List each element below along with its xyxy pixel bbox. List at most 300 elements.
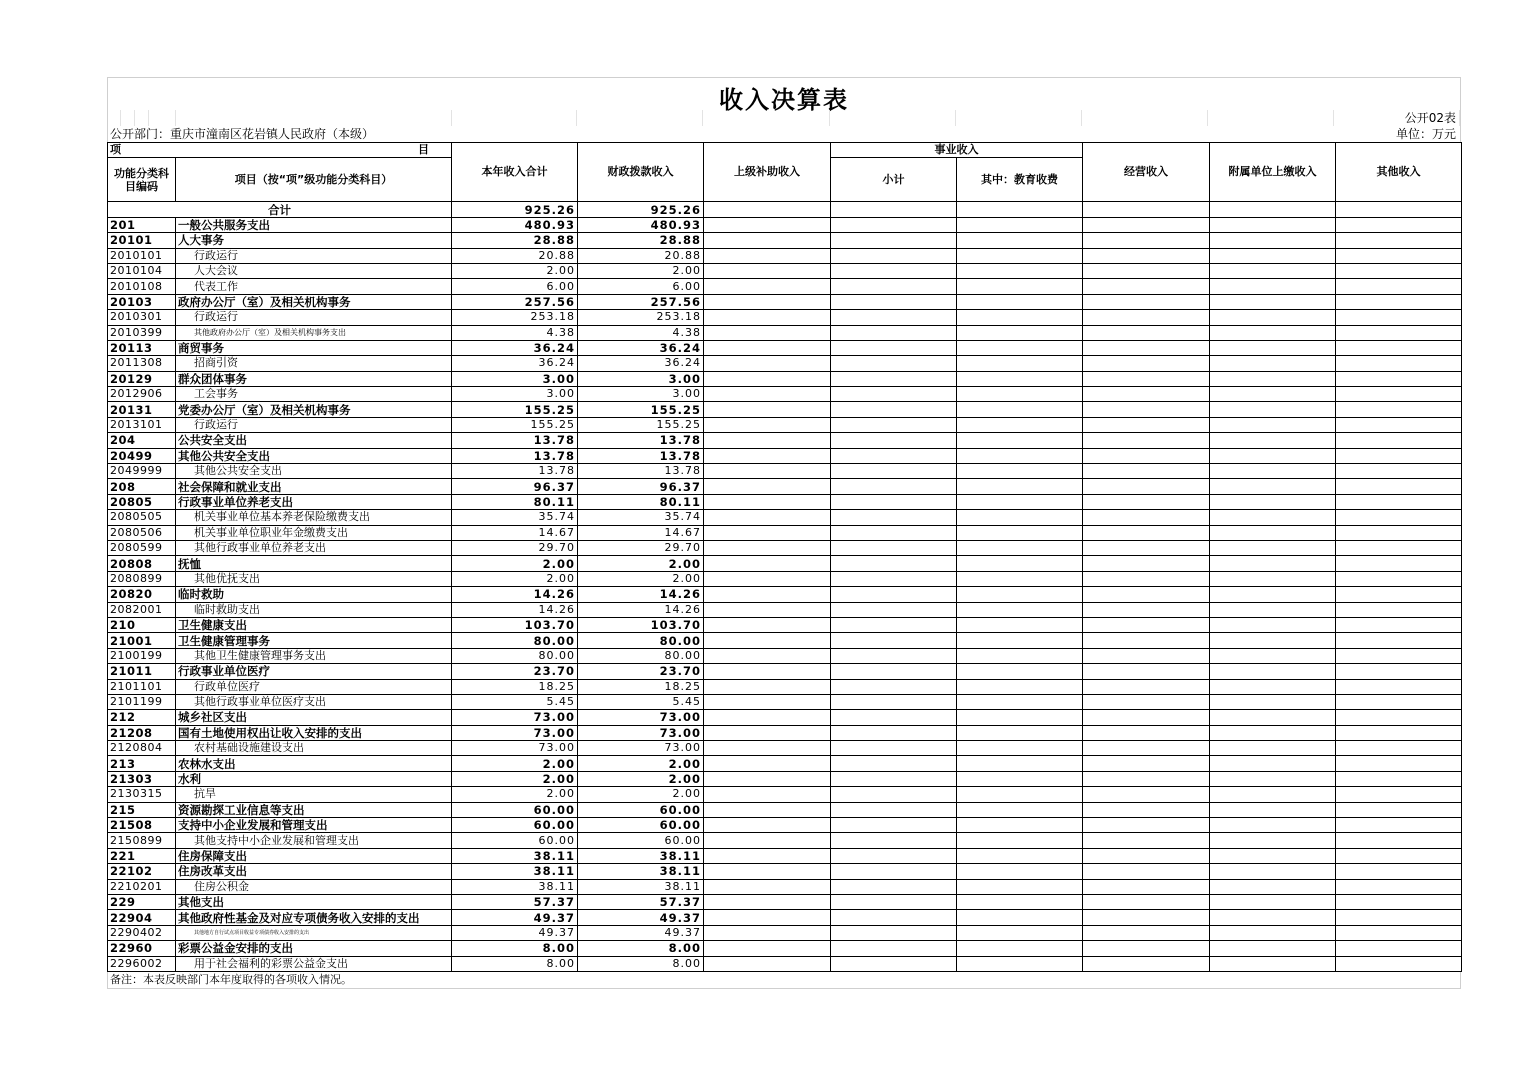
empty-cell [1336,941,1462,956]
empty-cell [1083,864,1210,879]
empty-cell [957,925,1083,940]
code-cell: 2120804 [108,741,176,756]
empty-cell [704,864,831,879]
item-name-cell: 其他政府办公厅（室）及相关机构事务支出 [176,325,452,340]
table-row [108,941,1462,956]
empty-cell [831,387,957,402]
code-cell: 210 [108,617,176,632]
empty-cell [1083,833,1210,848]
empty-cell [957,248,1083,263]
total-income-cell: 20.88 [452,248,578,263]
empty-cell [704,741,831,756]
other-income-header: 其他收入 [1336,143,1462,202]
fiscal-income-cell: 36.24 [578,340,704,355]
empty-cell [957,648,1083,663]
empty-cell [831,402,957,417]
empty-cell [1083,741,1210,756]
empty-cell [1210,464,1336,479]
empty-cell [1083,956,1210,971]
empty-cell [1210,741,1336,756]
empty-cell [957,679,1083,694]
code-cell: 21303 [108,771,176,786]
empty-cell [831,587,957,602]
total-income-cell: 60.00 [452,833,578,848]
code-cell: 204 [108,433,176,448]
empty-cell [1336,787,1462,802]
total-income-cell: 103.70 [452,617,578,632]
empty-cell [831,956,957,971]
code-cell: 21011 [108,664,176,679]
fiscal-income-cell: 49.37 [578,910,704,925]
fiscal-income-cell: 18.25 [578,679,704,694]
code-cell: 2010101 [108,248,176,263]
empty-cell [831,879,957,894]
total-income-cell: 8.00 [452,956,578,971]
empty-cell [1336,587,1462,602]
empty-cell [1210,941,1336,956]
total-income-cell: 38.11 [452,864,578,879]
empty-cell [704,756,831,771]
total-income-cell: 155.25 [452,417,578,432]
empty-cell [831,279,957,294]
empty-cell [957,448,1083,463]
code-cell: 2290402 [108,925,176,940]
empty-cell [704,510,831,525]
empty-cell [1210,448,1336,463]
empty-cell [831,233,957,248]
fiscal-header: 财政拨款收入 [578,143,704,202]
empty-cell [704,494,831,509]
empty-cell [1210,833,1336,848]
total-income-cell: 155.25 [452,402,578,417]
empty-cell [831,464,957,479]
table-row [108,725,1462,740]
fiscal-income-cell: 2.00 [578,571,704,586]
empty-cell [1336,710,1462,725]
total-row [108,202,1462,217]
empty-cell [1210,325,1336,340]
empty-cell [1083,310,1210,325]
code-cell: 2101101 [108,679,176,694]
empty-cell [957,556,1083,571]
empty-cell [831,864,957,879]
empty-cell [831,648,957,663]
total-income-cell: 13.78 [452,433,578,448]
table-row [108,925,1462,940]
header-row-1 [108,143,1462,158]
empty-cell [704,387,831,402]
operating-income-header: 经营收入 [1083,143,1210,202]
item-name-cell: 住房公积金 [176,879,452,894]
fiscal-income-cell: 257.56 [578,294,704,309]
item-name-cell: 行政运行 [176,417,452,432]
empty-cell [1336,725,1462,740]
empty-cell [957,771,1083,786]
empty-cell [1083,941,1210,956]
empty-cell [704,648,831,663]
table-row [108,217,1462,232]
code-cell: 2296002 [108,956,176,971]
empty-cell [1336,294,1462,309]
code-cell: 2080899 [108,571,176,586]
fiscal-income-cell: 60.00 [578,802,704,817]
item-name-cell: 群众团体事务 [176,371,452,386]
empty-cell [1336,571,1462,586]
empty-cell [957,525,1083,540]
empty-cell [1210,356,1336,371]
empty-cell [704,540,831,555]
table-row [108,879,1462,894]
table-row [108,571,1462,586]
empty-cell [831,602,957,617]
code-cell: 2080505 [108,510,176,525]
item-name-cell: 其他地方自行试点项目收益专项债券收入安排的支出 [176,925,452,940]
empty-cell [1083,664,1210,679]
fiscal-income-cell: 480.93 [578,217,704,232]
table-row [108,556,1462,571]
total-income-cell: 60.00 [452,818,578,833]
empty-cell [1336,771,1462,786]
item-name-cell: 农村基础设施建设支出 [176,741,452,756]
fiscal-income-cell: 253.18 [578,310,704,325]
empty-cell [831,771,957,786]
empty-cell [957,664,1083,679]
total-income-cell: 8.00 [452,941,578,956]
fiscal-income-cell: 155.25 [578,402,704,417]
empty-cell [704,294,831,309]
empty-cell [831,479,957,494]
empty-cell [1210,571,1336,586]
empty-cell [1083,556,1210,571]
empty-cell [957,494,1083,509]
total-income-cell: 257.56 [452,294,578,309]
item-name-cell: 行政事业单位养老支出 [176,494,452,509]
table-row [108,433,1462,448]
fiscal-income-cell: 60.00 [578,833,704,848]
empty-cell [1210,848,1336,863]
empty-cell [1210,894,1336,909]
empty-cell [704,433,831,448]
empty-cell [1083,818,1210,833]
empty-cell [957,540,1083,555]
table-row [108,387,1462,402]
empty-cell [957,818,1083,833]
empty-cell [1336,818,1462,833]
table-row [108,525,1462,540]
empty-cell [1210,417,1336,432]
code-cell: 2082001 [108,602,176,617]
total-income-cell: 60.00 [452,802,578,817]
empty-cell [831,694,957,709]
empty-cell [1336,448,1462,463]
empty-cell [1336,864,1462,879]
total-income-cell: 36.24 [452,356,578,371]
empty-cell [1210,494,1336,509]
empty-cell [1336,417,1462,432]
total-income-cell: 49.37 [452,910,578,925]
empty-cell [831,263,957,278]
unit-label: 单位：万元 [1395,127,1456,141]
empty-cell [1210,710,1336,725]
total-income-cell: 14.67 [452,525,578,540]
empty-cell [1083,894,1210,909]
empty-cell [1336,233,1462,248]
empty-cell [704,818,831,833]
empty-cell [1336,248,1462,263]
empty-cell [1336,371,1462,386]
item-name-cell: 机关事业单位职业年金缴费支出 [176,525,452,540]
fiscal-income-cell: 2.00 [578,771,704,786]
table-row [108,741,1462,756]
income-table [107,142,1462,972]
empty-cell [704,910,831,925]
empty-cell [1083,910,1210,925]
empty-cell [1083,925,1210,940]
code-cell: 2150899 [108,833,176,848]
fiscal-income-cell: 23.70 [578,664,704,679]
total-label: 合计 [108,202,452,217]
empty-cell [1210,864,1336,879]
empty-cell [1336,664,1462,679]
empty-cell [957,910,1083,925]
empty-cell [957,325,1083,340]
total-income-cell: 6.00 [452,279,578,294]
table-row [108,479,1462,494]
empty-cell [1083,540,1210,555]
fiscal-income-cell: 8.00 [578,956,704,971]
code-header: 功能分类科目编码 [108,158,176,202]
empty-cell [1336,648,1462,663]
empty-cell [831,217,957,232]
empty-cell [1336,894,1462,909]
fiscal-income-cell: 29.70 [578,540,704,555]
empty-cell [957,433,1083,448]
empty-cell [1083,710,1210,725]
table-row [108,694,1462,709]
code-cell: 22102 [108,864,176,879]
empty-cell [1336,402,1462,417]
empty-cell [704,356,831,371]
empty-cell [831,540,957,555]
empty-cell [831,325,957,340]
empty-cell [704,263,831,278]
fiscal-income-cell: 49.37 [578,925,704,940]
empty-cell [831,833,957,848]
item-name-cell: 公共安全支出 [176,433,452,448]
table-row [108,540,1462,555]
empty-cell [704,894,831,909]
empty-cell [1083,248,1210,263]
total-income-cell: 57.37 [452,894,578,909]
code-cell: 20805 [108,494,176,509]
empty-cell [1210,525,1336,540]
table-row [108,633,1462,648]
empty-cell [1210,310,1336,325]
title-row [107,77,1461,114]
empty-cell [957,294,1083,309]
empty-cell [704,464,831,479]
empty-cell [1210,802,1336,817]
table-row [108,263,1462,278]
item-name-cell: 人大会议 [176,263,452,278]
empty-cell [1083,494,1210,509]
empty-cell [1210,910,1336,925]
total-income-cell: 28.88 [452,233,578,248]
table-row [108,417,1462,432]
fiscal-income-cell: 80.00 [578,633,704,648]
empty-cell [1336,602,1462,617]
empty-cell [1336,925,1462,940]
empty-cell [957,756,1083,771]
empty-cell [831,910,957,925]
table-row [108,756,1462,771]
code-cell: 2210201 [108,879,176,894]
empty-cell [1083,356,1210,371]
empty-cell [1083,602,1210,617]
empty-cell [1336,540,1462,555]
empty-cell [957,879,1083,894]
item-name-cell: 国有土地使用权出让收入安排的支出 [176,725,452,740]
total-income-cell: 253.18 [452,310,578,325]
empty-cell [1210,679,1336,694]
empty-cell [1210,556,1336,571]
empty-cell [1083,510,1210,525]
empty-cell [1210,617,1336,632]
empty-cell [1083,217,1210,232]
empty-cell [704,248,831,263]
table-row [108,818,1462,833]
empty-cell [704,417,831,432]
empty-cell [1210,879,1336,894]
empty-cell [957,741,1083,756]
item-name-cell: 临时救助支出 [176,602,452,617]
fiscal-income-cell: 3.00 [578,387,704,402]
empty-cell [704,340,831,355]
empty-cell [1083,233,1210,248]
empty-cell [1083,725,1210,740]
item-name-cell: 行政运行 [176,248,452,263]
code-cell: 22960 [108,941,176,956]
document-title: 收入决算表 [719,86,849,114]
total-income-cell: 5.45 [452,694,578,709]
empty-cell [1336,525,1462,540]
total-income-cell: 13.78 [452,464,578,479]
table-row [108,248,1462,263]
empty-cell [704,602,831,617]
empty-cell [831,417,957,432]
empty-cell [957,633,1083,648]
item-name-cell: 机关事业单位基本养老保险缴费支出 [176,510,452,525]
fiscal-income-cell: 57.37 [578,894,704,909]
empty-cell [1336,694,1462,709]
empty-cell [831,756,957,771]
empty-cell [957,417,1083,432]
item-name-cell: 工会事务 [176,387,452,402]
item-name-cell: 农林水支出 [176,756,452,771]
empty-cell [1336,494,1462,509]
empty-cell [1083,340,1210,355]
empty-cell [1336,956,1462,971]
empty-cell [957,617,1083,632]
empty-cell [1210,818,1336,833]
table-row [108,864,1462,879]
table-row [108,464,1462,479]
empty-cell [1336,848,1462,863]
total-income-cell: 96.37 [452,479,578,494]
total-income-cell: 480.93 [452,217,578,232]
empty-cell [1336,633,1462,648]
empty-cell [831,371,957,386]
empty-cell [1083,294,1210,309]
table-row [108,848,1462,863]
fiscal-income-cell: 73.00 [578,710,704,725]
empty-cell [831,494,957,509]
code-cell: 2049999 [108,464,176,479]
empty-cell [1210,294,1336,309]
empty-cell [957,263,1083,278]
empty-cell [831,248,957,263]
empty-cell [704,725,831,740]
empty-cell [1336,833,1462,848]
fiscal-income-cell: 4.38 [578,325,704,340]
empty-cell [1210,648,1336,663]
empty-cell [704,956,831,971]
code-cell: 20113 [108,340,176,355]
total-income-cell: 73.00 [452,725,578,740]
total-income-cell: 73.00 [452,741,578,756]
total-income-cell: 13.78 [452,448,578,463]
item-name-cell: 彩票公益金安排的支出 [176,941,452,956]
empty-cell [1336,263,1462,278]
fiscal-income-cell: 155.25 [578,417,704,432]
empty-cell [704,833,831,848]
empty-cell [1210,540,1336,555]
empty-cell [1210,756,1336,771]
empty-cell [957,371,1083,386]
empty-cell [704,879,831,894]
table-body [108,202,1462,972]
empty-cell [957,279,1083,294]
fiscal-income-cell: 2.00 [578,263,704,278]
fiscal-income-cell: 13.78 [578,464,704,479]
empty-cell [831,802,957,817]
table-row [108,894,1462,909]
table-row [108,664,1462,679]
empty-cell [704,802,831,817]
code-cell: 2010301 [108,310,176,325]
code-cell: 21508 [108,818,176,833]
item-name-cell: 行政单位医疗 [176,679,452,694]
item-name-cell: 城乡社区支出 [176,710,452,725]
empty-cell [1210,479,1336,494]
item-name-cell: 社会保障和就业支出 [176,479,452,494]
total-income-cell: 80.00 [452,648,578,663]
empty-cell [1210,217,1336,232]
empty-cell [1210,510,1336,525]
item-name-cell: 其他优抚支出 [176,571,452,586]
code-cell: 2013101 [108,417,176,432]
empty-cell [704,279,831,294]
empty-cell [1083,802,1210,817]
item-name-cell: 招商引资 [176,356,452,371]
empty-cell [831,664,957,679]
empty-cell [1336,510,1462,525]
item-group-header: 项 目 [108,143,452,158]
item-name-cell: 行政事业单位医疗 [176,664,452,679]
code-cell: 22904 [108,910,176,925]
empty-cell [704,941,831,956]
fiscal-income-cell: 60.00 [578,818,704,833]
